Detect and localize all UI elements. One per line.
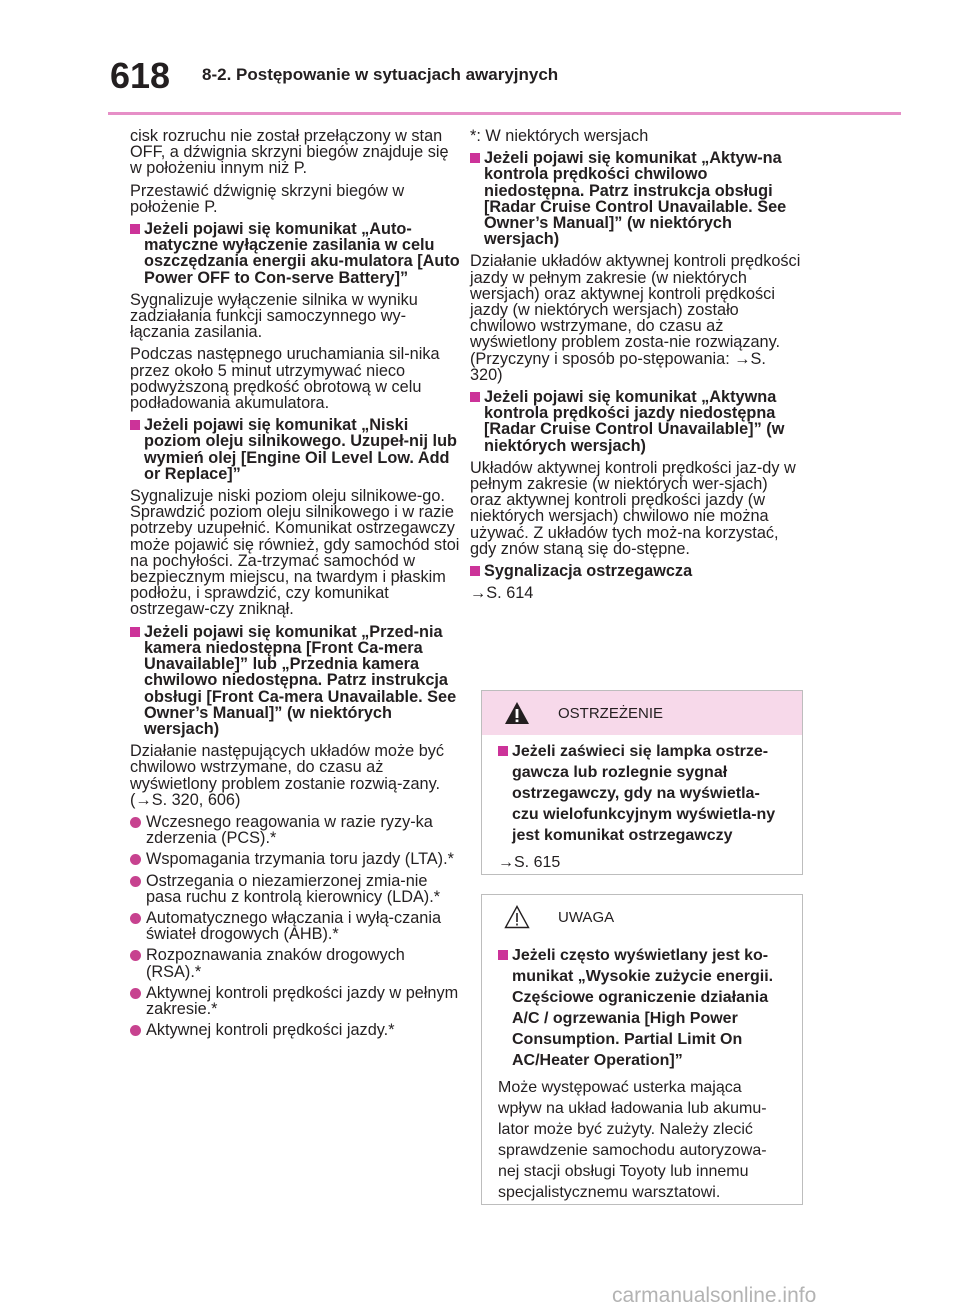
round-bullet-icon [130,854,141,865]
list-item: Aktywnej kontroli prędkości jazdy.* [130,1022,462,1038]
warning-box-title: OSTRZEŻENIE [558,705,664,722]
subheading: Jeżeli pojawi się komunikat „Aktyw-na kontrola prędkości chwilowo niedostępna. Patrz instrukcja obsługi [Radar Cruise Control Unavailable. See Owner’s Manual]” (w niektórych wersjach) [470,150,802,247]
section-title: 8-2. Postępowanie w sytuacjach awaryjnych [202,65,559,84]
round-bullet-icon [130,876,141,887]
paragraph: Działanie następujących układów może być chwilowo wstrzymane, do czasu aż wyświetlony problem zostanie rozwią-zany. (→S. 320, 606) [130,742,445,809]
warning-box-header [482,691,802,735]
footnote: *: W niektórych wersjach [470,127,649,145]
warning-box [481,690,803,875]
paragraph: Działanie układów aktywnej kontroli prędkości jazdy w pełnym zakresie (w niektórych wersjach) oraz aktywnej kontroli prędkości jazdy (w niektórych wersjach) zostało chwilowo wstrzymane, do czasu aż wyświetlony problem zosta-nie rozwiązany. (Przyczyny i sposób po-stępowania: →S. 320) [470,252,801,384]
square-bullet-icon [498,950,508,960]
paragraph: Sygnalizuje wyłączenie silnika w wyniku zadziałania funkcji samoczynnego wy-łączania zasilania. [130,290,418,342]
list-item: Aktywnej kontroli prędkości jazdy w pełnym zakresie.* [130,985,462,1017]
square-bullet-icon [470,153,480,163]
left-column [130,128,462,1043]
paragraph: Przestawić dźwignię skrzyni biegów w położenie P. [130,181,405,216]
round-bullet-icon [130,988,141,999]
square-bullet-icon [470,566,480,576]
paragraph: Układów aktywnej kontroli prędkości jaz-dy w pełnym zakresie (w niektórych wer-sjach) oraz aktywnej kontroli prędkości jazdy (w niektórych wersjach) chwilowo nie można używać. Z układów tych moż-na korzystać, gdy znów staną się do-stępne. [470,458,796,558]
warning-subheading: Jeżeli zaświeci się lampka ostrze-gawcza lub rozlegnie sygnał ostrzegawczy, gdy na wyświetla-czu wielofunkcyjnym wyświetla-ny jest komunikat ostrzegawczy [498,741,786,846]
round-bullet-icon [130,950,141,961]
watermark: carmanualsonline.info [612,1284,817,1307]
square-bullet-icon [498,746,508,756]
page-reference: →S. 615 [498,854,561,871]
square-bullet-icon [130,420,140,430]
round-bullet-icon [130,1025,141,1036]
square-bullet-icon [470,392,480,402]
subheading: Jeżeli pojawi się komunikat „Przed-nia kamera niedostępna [Front Ca-mera Unavailable]” lub „Przednia kamera chwilowo niedostępna. Patrz instrukcja obsługi [Front Ca-mera Unavailable. See Owner’s Manual]” (w niektórych wersjach) [130,624,462,737]
page-reference: →S. 614 [470,584,534,603]
paragraph: cisk rozruchu nie został przełączony w stan OFF, a dźwignia skrzyni biegów znajduje się w położeniu innym niż P. [130,127,449,178]
list-item: Rozpoznawania znaków drogowych (RSA).* [130,947,462,979]
subheading: Jeżeli pojawi się komunikat „Niski poziom oleju silnikowego. Uzupeł-nij lub wymień olej [Engine Oil Level Low. Add or Replace]” [130,417,462,482]
subheading: Jeżeli pojawi się komunikat „Auto-matyczne wyłączenie zasilania w celu oszczędzania energii aku-mulatora [Auto Power OFF to Con-serve Battery]” [130,221,462,286]
notice-subheading: Jeżeli często wyświetlany jest ko-munikat „Wysokie zużycie energii. Częściowe ograniczenie działania A/C / ogrzewania [High Power Consumption. Partial Limit On AC/Heater Operation]” [498,945,786,1071]
list-item: Wczesnego reagowania w razie ryzy-ka zderzenia (PCS).* [130,814,462,846]
notice-box-title: UWAGA [558,909,615,926]
square-bullet-icon [130,224,140,234]
notice-box-header [482,895,802,939]
paragraph: Może występować usterka mająca wpływ na układ ładowania lub akumu-lator może być zużyty. Należy zlecić sprawdzenie samochodu autoryzowa-nej stacji obsługi Toyoty lub innemu specjalistycznemu warsztatowi. [498,1079,767,1201]
caution-triangle-icon [504,905,530,929]
list-item: Ostrzegania o niezamierzonej zmia-nie pasa ruchu z kontrolą kierownicy (LDA).* [130,873,462,905]
paragraph: Podczas następnego uruchamiania sil-nika przez około 5 minut utrzymywać nieco podwyższoną prędkość obrotową w celu podładowania akumulatora. [130,345,440,413]
square-bullet-icon [130,627,140,637]
subheading: Sygnalizacja ostrzegawcza [470,563,802,579]
right-column [470,128,802,607]
subheading: Jeżeli pojawi się komunikat „Aktywna kontrola prędkości jazdy niedostępna [Radar Cruise Control Unavailable]” (w niektórych wersjach) [470,389,802,454]
page-number: 618 [110,55,171,96]
round-bullet-icon [130,913,141,924]
list-item: Automatycznego włączania i wyłą-czania świateł drogowych (AHB).* [130,910,462,942]
warning-triangle-icon [504,701,530,725]
header-rule [108,112,901,115]
round-bullet-icon [130,817,141,828]
notice-box [481,894,803,1205]
list-item: Wspomagania trzymania toru jazdy (LTA).* [130,851,462,867]
paragraph: Sygnalizuje niski poziom oleju silnikowe-go. Sprawdzić poziom oleju silnikowego i w razie potrzeby uzupełnić. Komunikat ostrzegawczy może pojawić się również, gdy samochód stoi na pochyłości. Za-trzymać samochód w bezpiecznym miejscu, na twardym i płaskim podłożu, i sprawdzić, czy komunikat ostrzegaw-czy zniknął. [130,487,460,619]
